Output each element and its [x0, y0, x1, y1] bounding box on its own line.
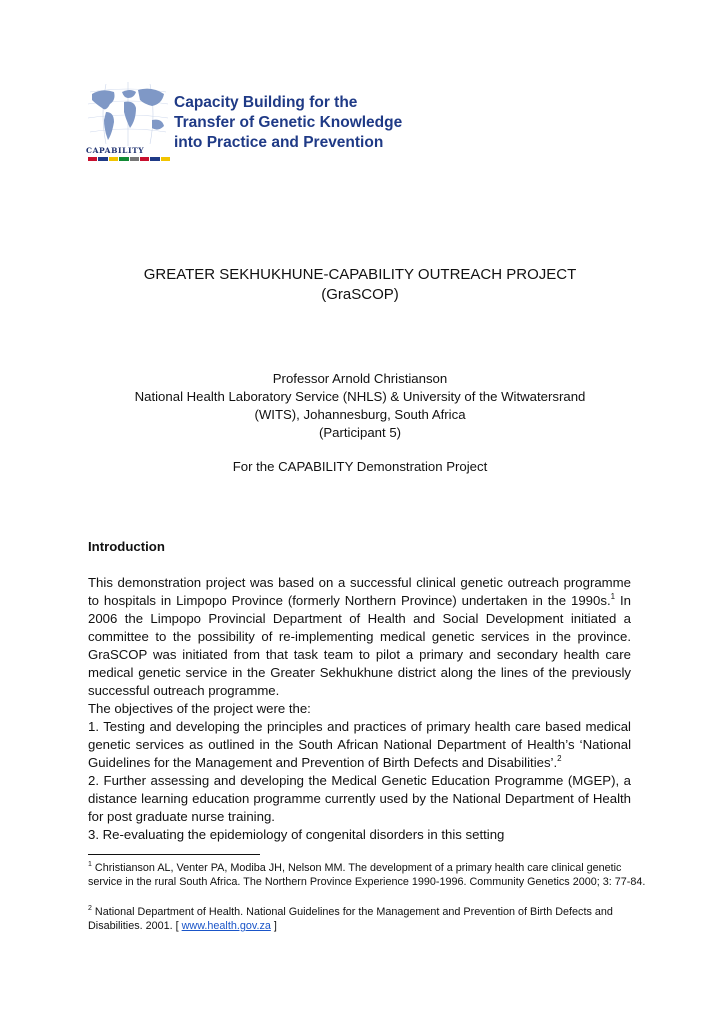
objectives-intro: The objectives of the project were the:: [88, 701, 311, 716]
objective-1: [88, 718, 631, 772]
footnote-2-end: ]: [270, 920, 277, 932]
footnote-ref-1: 1: [610, 592, 616, 601]
author-affiliation-line1: National Health Laboratory Service (NHLS) & University of the Witwatersrand: [134, 389, 586, 404]
footnote-2-text: National Department of Health. National Guidelines for the Management and Prevention of Birth Defects and Disabilities. 2001. [: [88, 906, 613, 932]
footnote-1-text: Christianson AL, Venter PA, Modiba JH, Nelson MM. The development of a primary health care clinical genetic service in the rural South Africa. The Northern Province Experience 1990-1996. Community Genetics 2000; 3: 77-84.: [88, 862, 646, 888]
document-title: GREATER SEKHUKHUNE-CAPABILITY OUTREACH PROJECT: [143, 266, 577, 283]
intro-text-a: This demonstration project was based on a successful clinical genetic outreach programme to hospitals in Limpopo Province (formerly Northern Province) undertaken in the 1990s.: [88, 575, 631, 608]
author-name: Professor Arnold Christianson: [272, 371, 448, 386]
globe-icon: [86, 82, 170, 146]
intro-text-b: In 2006 the Limpopo Provincial Department of Health and Social Development initiated a committee to the possibility of re-implementing medical genetic services in the province. GraSCOP was initiated from that task team to pilot a primary and secondary health care medical genetic service in the Greater Sekhukhune district along the lines of the previously successful outreach programme.: [88, 593, 631, 698]
footnote-2: [88, 905, 648, 933]
logo-line-1: Capacity Building for the: [174, 94, 358, 111]
objective-3: 3. Re-evaluating the epidemiology of congenital disorders in this setting: [88, 827, 505, 842]
intro-paragraph: [88, 574, 631, 700]
objective-2: 2. Further assessing and developing the Medical Genetic Education Programme (MGEP), a distance learning education programme currently used by the National Department of Health for post graduate nurse training.: [88, 773, 631, 824]
logo-line-3: into Practice and Prevention: [174, 134, 384, 151]
footnote-2-number: 2: [88, 905, 92, 912]
footnote-ref-2: 2: [557, 754, 562, 763]
introduction-body: [88, 574, 631, 844]
footnote-2-link[interactable]: www.health.gov.za: [181, 920, 271, 932]
author-affiliation-line2: (WITS), Johannesburg, South Africa: [254, 407, 466, 422]
section-heading-introduction: Introduction: [88, 539, 165, 554]
logo-flag-strip: [88, 157, 170, 161]
document-subtitle: (GraSCOP): [321, 286, 399, 303]
footnote-1-number: 1: [88, 861, 92, 868]
capability-logo: [86, 82, 436, 162]
footnote-1: [88, 861, 648, 889]
project-label: For the CAPABILITY Demonstration Project: [232, 459, 488, 474]
footnote-divider: [88, 854, 260, 855]
objective-1-text: 1. Testing and developing the principles and practices of primary health care based medical genetic services as outlined in the South African National Department of Health’s ‘National Guidelines for the Management and Prevention of Birth Defects and Disabilities’.: [88, 719, 631, 770]
participant-label: (Participant 5): [318, 425, 402, 440]
logo-text: [174, 93, 444, 153]
logo-brand-word: CAPABILITY: [86, 146, 145, 155]
logo-line-2: Transfer of Genetic Knowledge: [174, 114, 403, 131]
